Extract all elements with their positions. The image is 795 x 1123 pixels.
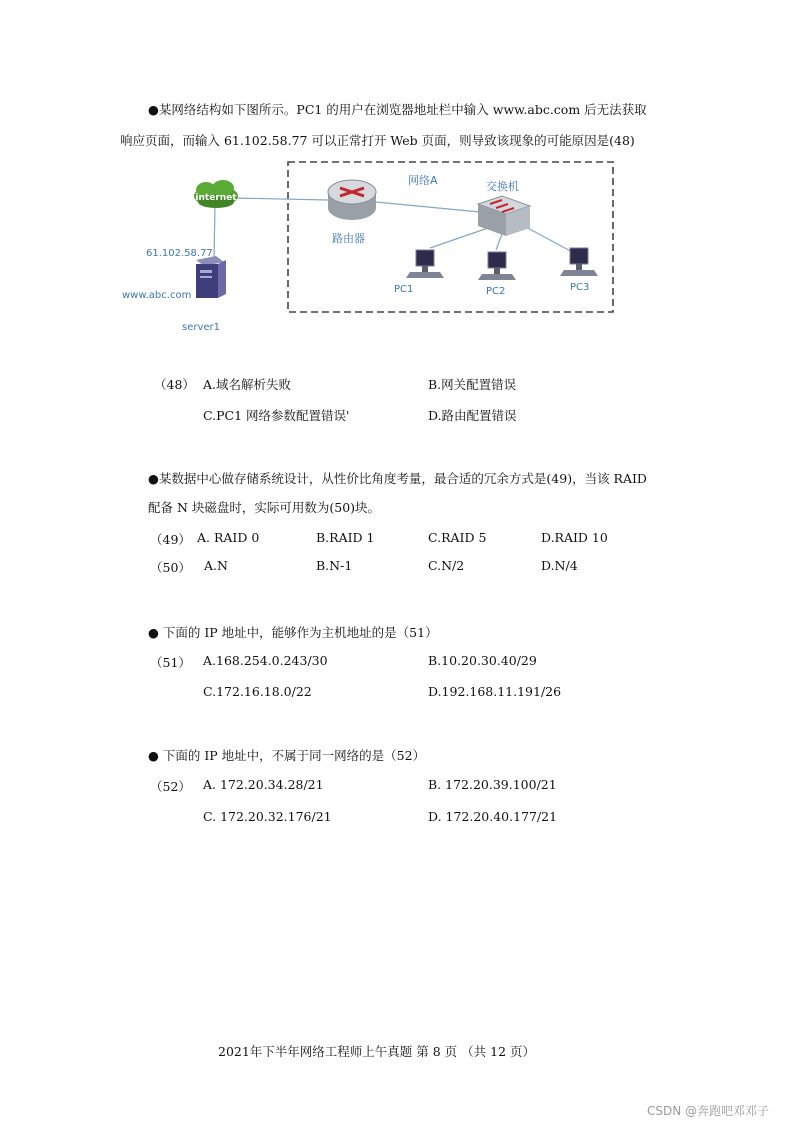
link-internet-server: [214, 205, 215, 258]
q51-option-b: B.10.20.30.40/29: [428, 653, 537, 668]
q52-option-c: C. 172.20.32.176/21: [203, 809, 332, 824]
q49-option-c: C.RAID 5: [428, 530, 487, 545]
csdn-watermark: CSDN @奔跑吧邓邓子: [647, 1104, 770, 1118]
link-switch-pc2: [496, 234, 502, 250]
q52-number: （52）: [150, 779, 191, 794]
q50-option-a: A.N: [204, 558, 228, 573]
q51-number: （51）: [150, 655, 191, 670]
q49-number: （49）: [150, 532, 191, 547]
q48-option-b: B.网关配置错误: [428, 377, 517, 392]
switch-label: 交换机: [486, 180, 519, 193]
link-router-switch: [376, 202, 480, 212]
q51-option-a: A.168.254.0.243/30: [203, 653, 328, 668]
internet-cloud-icon: [194, 180, 238, 208]
q50-number: （50）: [150, 560, 191, 575]
pc1-label: PC1: [394, 284, 414, 295]
router-label: 路由器: [332, 232, 365, 245]
q50-option-d: D.N/4: [541, 558, 578, 573]
q52-option-a: A. 172.20.34.28/21: [203, 777, 324, 792]
page-footer: 2021年下半年网络工程师上午真题 第 8 页 （共 12 页）: [218, 1044, 536, 1059]
q51-stem: ● 下面的 IP 地址中，能够作为主机地址的是（51）: [148, 625, 438, 640]
q52-option-d: D. 172.20.40.177/21: [428, 809, 558, 824]
q4950-stem-line1: ●某数据中心做存储系统设计，从性价比角度考量，最合适的冗余方式是(49)，当该 RAID: [148, 471, 647, 486]
router-icon: [328, 180, 376, 220]
network-a-label: 网络A: [408, 174, 438, 187]
pc1-icon: [406, 250, 444, 278]
internet-label: internet: [195, 193, 237, 203]
pc3-label: PC3: [570, 282, 590, 293]
q48-stem-line1: ●某网络结构如下图所示。PC1 的用户在浏览器地址栏中输入 www.abc.com 后无法获取: [148, 102, 647, 117]
q4950-stem-line2: 配备 N 块磁盘时，实际可用数为(50)块。: [148, 500, 381, 515]
q49-option-d: D.RAID 10: [541, 530, 608, 545]
q48-stem-line2: 响应页面，而输入 61.102.58.77 可以正常打开 Web 页面，则导致该现象的可能原因是(48): [120, 133, 635, 148]
server-name-label: server1: [182, 322, 221, 333]
q48-option-c: C.PC1 网络参数配置错误': [203, 408, 350, 423]
q51-option-d: D.192.168.11.191/26: [428, 684, 562, 699]
q48-option-d: D.路由配置错误: [428, 408, 517, 423]
q48-number: （48）: [154, 377, 195, 392]
q48-option-a: A.域名解析失败: [203, 377, 292, 392]
pc2-label: PC2: [486, 286, 506, 297]
q52-stem: ● 下面的 IP 地址中，不属于同一网络的是（52）: [148, 748, 426, 763]
link-internet-router: [232, 198, 328, 200]
link-switch-pc3: [524, 226, 576, 254]
q51-option-c: C.172.16.18.0/22: [203, 684, 312, 699]
server-domain-label: www.abc.com: [122, 290, 192, 301]
q52-option-b: B. 172.20.39.100/21: [428, 777, 557, 792]
q50-option-c: C.N/2: [428, 558, 465, 573]
network-diagram: [110, 150, 630, 340]
q50-option-b: B.N-1: [316, 558, 353, 573]
switch-icon: [478, 196, 530, 236]
q49-option-b: B.RAID 1: [316, 530, 375, 545]
server-ip-label: 61.102.58.77: [146, 248, 213, 259]
q49-option-a: A. RAID 0: [197, 530, 260, 545]
link-switch-pc1: [430, 228, 488, 248]
pc2-icon: [478, 252, 516, 280]
server-icon: [196, 256, 226, 298]
pc3-icon: [560, 248, 598, 276]
